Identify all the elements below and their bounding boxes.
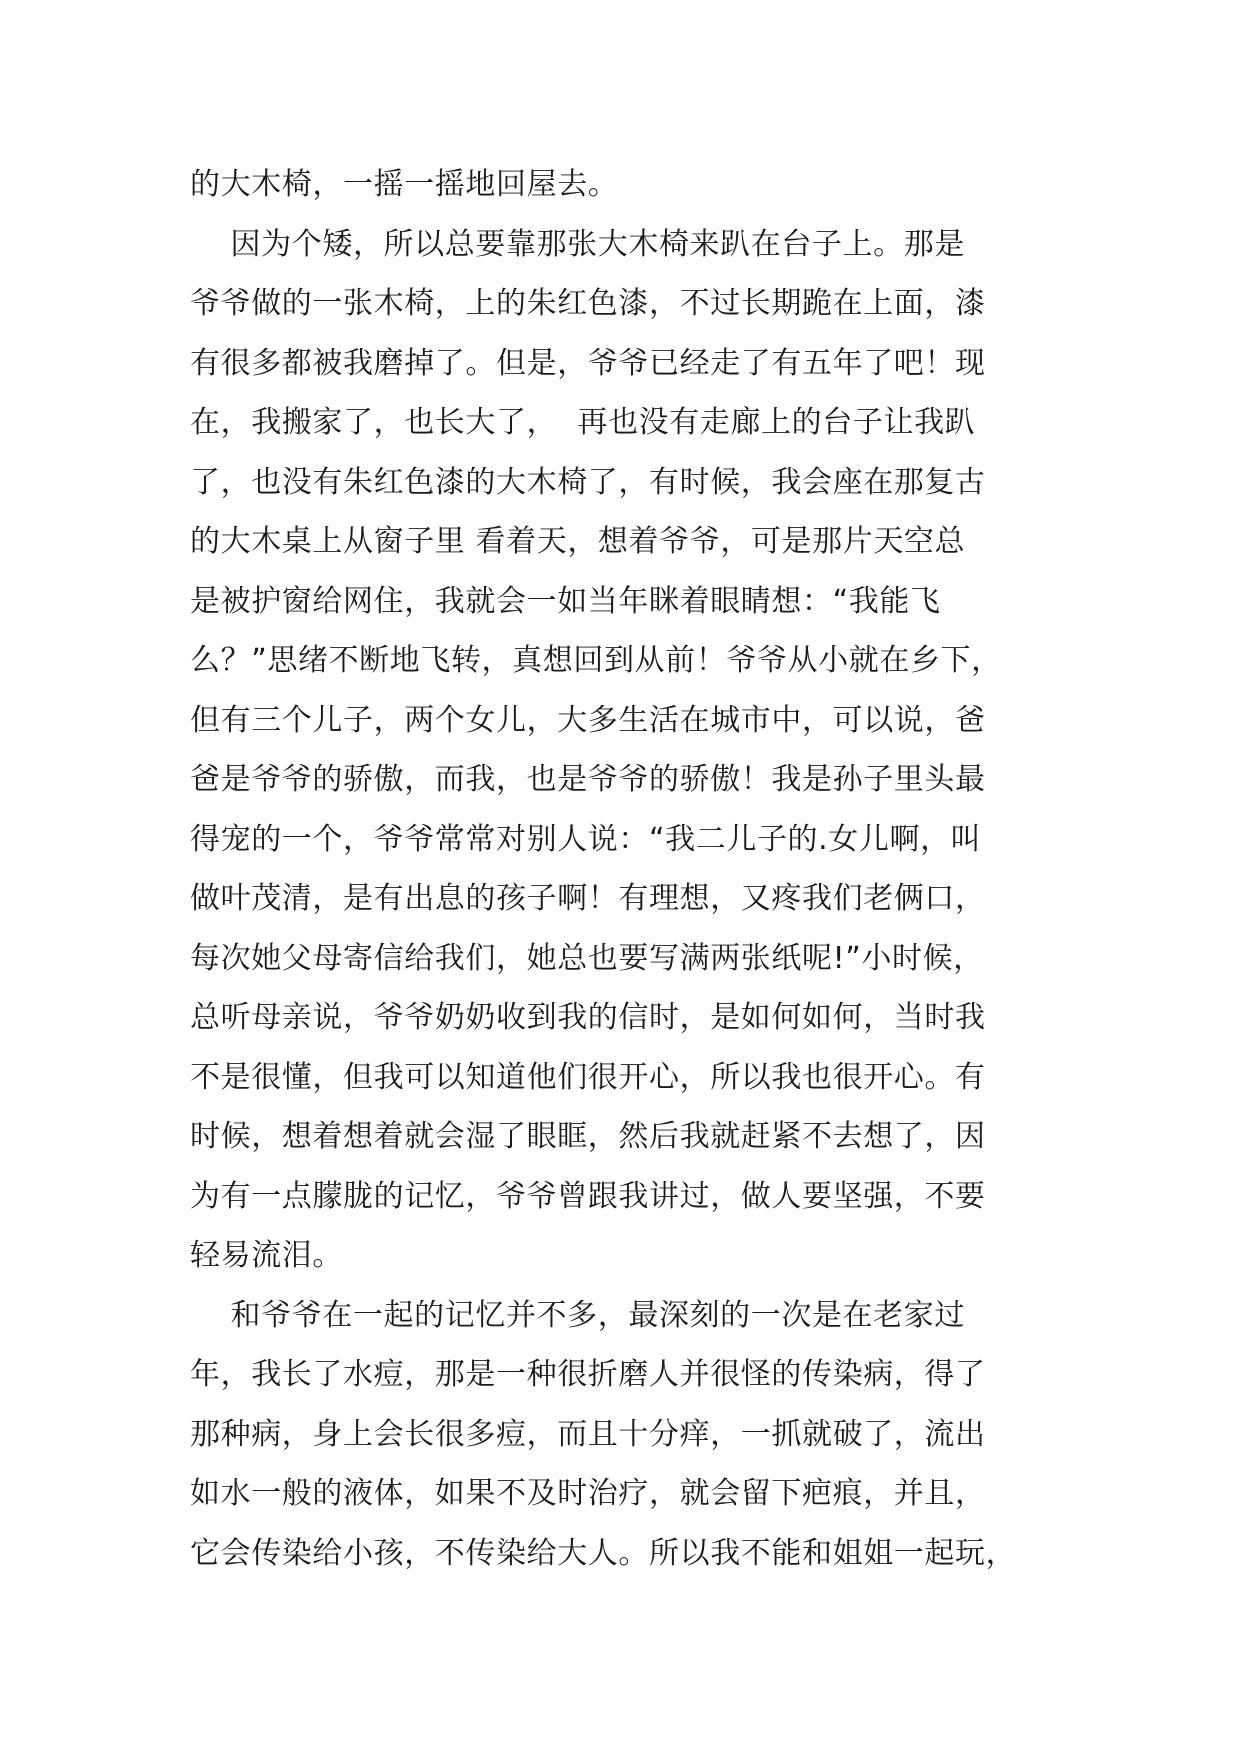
text-line: 爸是爷爷的骄傲，而我，也是爷爷的骄傲！我是孙子里头最: [190, 762, 986, 797]
text-line: 是被护窗给网住，我就会一如当年眯着眼睛想：“我能飞: [190, 583, 941, 619]
text-line: 的大木桌上从窗子里 看着天，想着爷爷，可是那片天空总: [190, 524, 966, 559]
text-line: 它会传染给小孩，不传染给大人。所以我不能和姐姐一起玩，: [190, 1535, 1017, 1571]
text-line: 有很多都被我磨掉了。但是，爷爷已经走了有五年了吧！现: [190, 345, 986, 381]
text-line: 爷爷做的一张木椅，上的朱红色漆，不过长期跪在上面，漆: [190, 286, 986, 321]
text-line: 得宠的一个，爷爷常常对别人说：“我二儿子的.女儿啊，叫: [190, 821, 982, 857]
text-line: 不是很懂，但我可以知道他们很开心，所以我也很开心。有: [190, 1059, 986, 1095]
text-line: 年，我长了水痘，那是一种很折磨人并很怪的传染病，得了: [190, 1357, 986, 1392]
text-line: 总听母亲说，爷爷奶奶收到我的信时，是如何如何，当时我: [190, 1000, 986, 1035]
text-line: 么？”思绪不断地飞转，真想回到从前！爷爷从小就在乡下，: [190, 643, 1002, 678]
text-line: 了，也没有朱红色漆的大木椅了，有时候，我会座在那复古: [190, 464, 986, 500]
text-line: 时候，想着想着就会湿了眼眶，然后我就赶紧不去想了，因: [190, 1119, 986, 1154]
text-line: 轻易流泪。: [190, 1238, 343, 1273]
text-line: 因为个矮，所以总要靠那张大木椅来趴在台子上。那是: [190, 226, 965, 262]
text-line: 每次她父母寄信给我们，她总也要写满两张纸呢!”小时候，: [190, 940, 984, 976]
text-line: 做叶茂清，是有出息的孩子啊！有理想，又疼我们老俩口，: [190, 881, 986, 916]
text-line: 那种病，身上会长很多痘，而且十分痒，一抓就破了，流出: [190, 1416, 986, 1452]
text-line: 为有一点朦胧的记忆，爷爷曾跟我讲过，做人要坚强，不要: [190, 1178, 986, 1214]
text-line: 的大木椅，一摇一摇地回屋去。: [190, 167, 619, 202]
text-line: 和爷爷在一起的记忆并不多，最深刻的一次是在老家过: [190, 1297, 965, 1333]
body-text: [190, 155, 1070, 1583]
text-line: 但有三个儿子，两个女儿，大多生活在城市中，可以说，爸: [190, 702, 986, 738]
text-line: 如水一般的液体，如果不及时治疗，就会留下疤痕，并且，: [190, 1476, 986, 1511]
text-line: 在，我搬家了，也长大了， 再也没有走廊上的台子让我趴: [190, 405, 976, 440]
